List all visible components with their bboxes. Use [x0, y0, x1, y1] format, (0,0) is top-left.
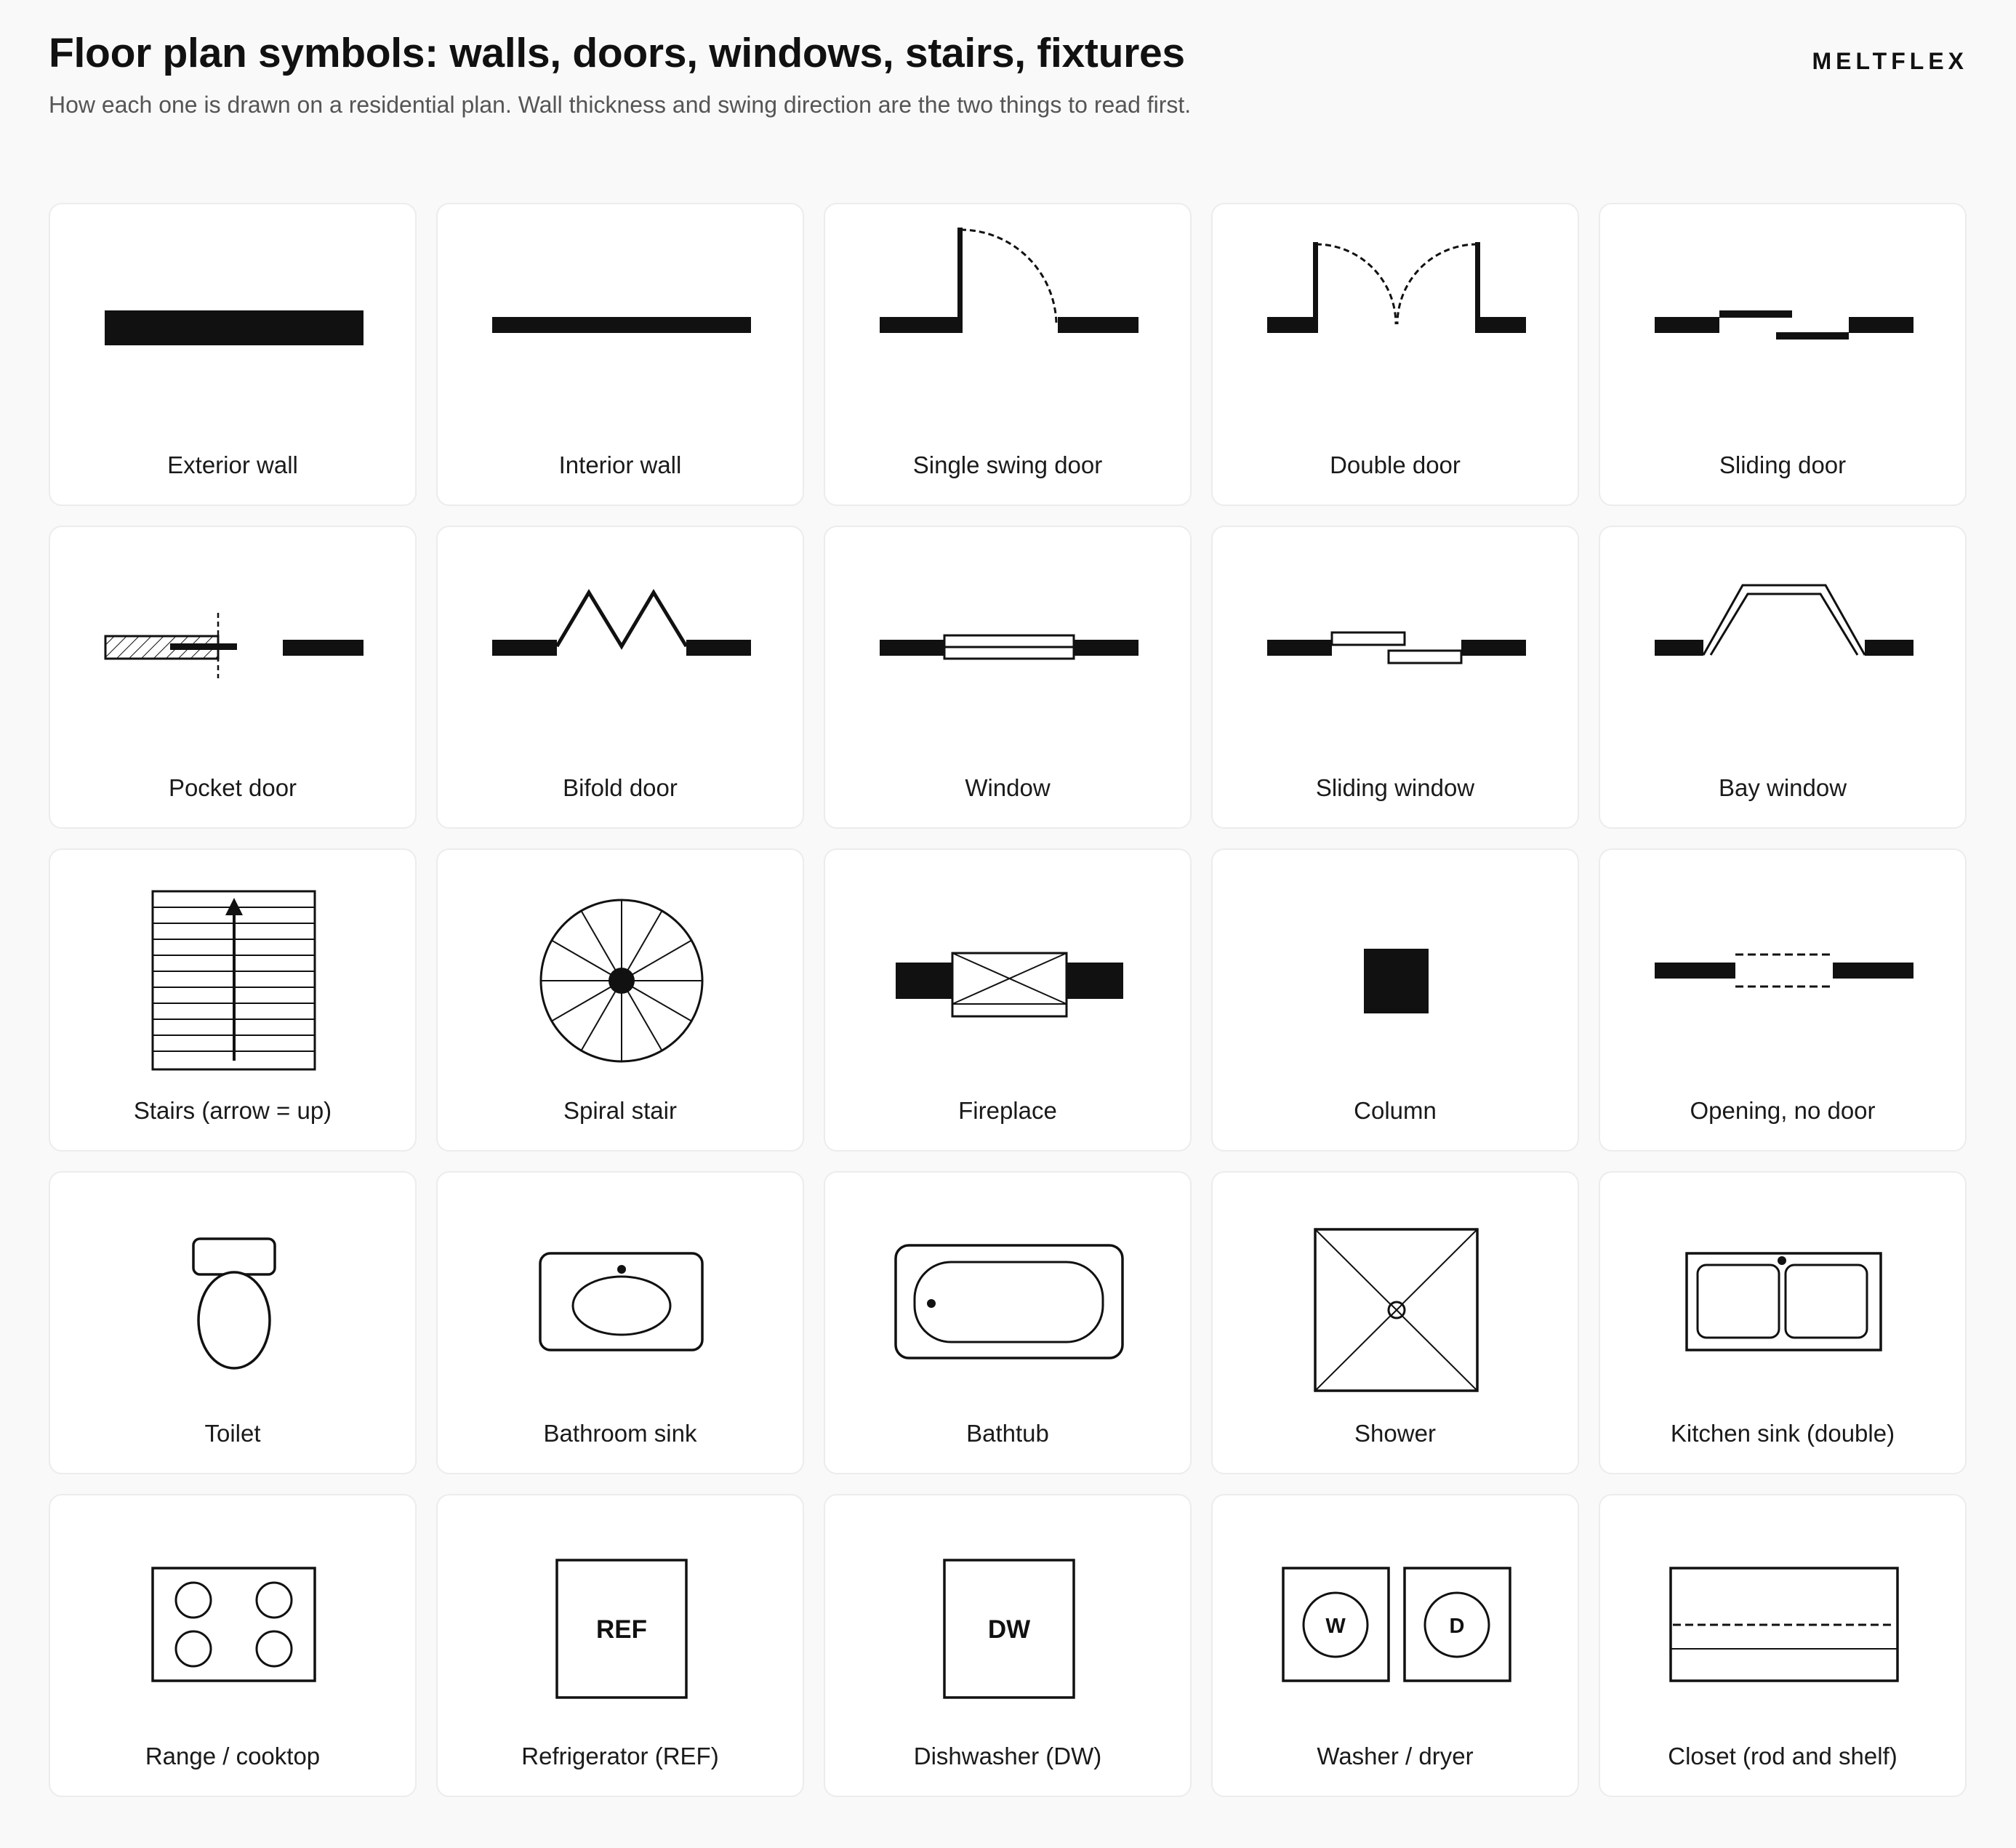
symbol-card-bay-window — [1599, 526, 1967, 829]
closet-icon — [1600, 1495, 1967, 1728]
symbol-label: Pocket door — [168, 774, 297, 801]
symbol-label: Bay window — [1718, 774, 1847, 801]
symbol-label: Spiral stair — [563, 1097, 677, 1124]
fireplace-icon — [825, 850, 1192, 1082]
symbol-label: Range / cooktop — [145, 1743, 321, 1769]
symbol-card-single-swing-door — [824, 203, 1192, 506]
symbol-card-column — [1211, 848, 1579, 1152]
symbol-card-sliding-window — [1211, 526, 1579, 829]
sliding-door-icon — [1600, 204, 1967, 437]
column-icon — [1213, 850, 1579, 1082]
symbol-card-kitchen-sink — [1599, 1171, 1967, 1474]
bay-window-icon — [1600, 527, 1967, 760]
page-header — [49, 29, 1968, 131]
symbol-label: Refrigerator (REF) — [521, 1743, 719, 1769]
shower-icon — [1213, 1173, 1579, 1405]
symbol-label: Opening, no door — [1690, 1097, 1876, 1124]
symbol-label: Closet (rod and shelf) — [1668, 1743, 1897, 1769]
stairs-icon — [50, 850, 417, 1082]
symbol-label: Column — [1354, 1097, 1437, 1124]
sliding-window-icon — [1213, 527, 1579, 760]
range-cooktop-icon — [50, 1495, 417, 1728]
interior-wall-icon — [438, 204, 804, 437]
dishwasher-icon — [825, 1495, 1192, 1728]
opening-icon — [1600, 850, 1967, 1082]
symbol-label: Sliding door — [1719, 451, 1847, 478]
symbol-card-stairs — [49, 848, 417, 1152]
toilet-icon — [50, 1173, 417, 1405]
window-icon — [825, 527, 1192, 760]
symbol-label: Washer / dryer — [1317, 1743, 1474, 1769]
symbol-card-toilet — [49, 1171, 417, 1474]
symbol-label: Bathroom sink — [543, 1420, 697, 1447]
symbol-card-sliding-door — [1599, 203, 1967, 506]
symbol-label: Bathtub — [966, 1420, 1049, 1447]
symbol-label: Dishwasher (DW) — [913, 1743, 1102, 1769]
washer-tag: W — [1325, 1615, 1346, 1638]
bathtub-icon — [825, 1173, 1192, 1405]
symbol-grid — [49, 203, 1967, 1797]
dishwasher-tag: DW — [987, 1615, 1031, 1644]
symbol-card-closet — [1599, 1494, 1967, 1797]
bathroom-sink-icon — [438, 1173, 804, 1405]
symbol-label: Double door — [1330, 451, 1461, 478]
dryer-tag: D — [1449, 1615, 1465, 1638]
symbol-label: Stairs (arrow = up) — [133, 1097, 332, 1124]
brand-logo: MELTFLEX — [1812, 48, 1968, 74]
symbol-label: Kitchen sink (double) — [1670, 1420, 1895, 1447]
symbol-card-exterior-wall — [49, 203, 417, 506]
symbol-card-bathroom-sink — [436, 1171, 804, 1474]
symbol-card-bifold-door — [436, 526, 804, 829]
spiral-stair-icon — [438, 850, 804, 1082]
page-subtitle: How each one is drawn on a residential plan. Wall thickness and swing direction are the two things to read first. — [49, 92, 1192, 118]
bifold-door-icon — [438, 527, 804, 760]
washer-dryer-icon — [1213, 1495, 1579, 1728]
symbol-label: Window — [965, 774, 1051, 801]
symbol-card-double-door — [1211, 203, 1579, 506]
symbol-card-bathtub — [824, 1171, 1192, 1474]
single-swing-door-icon — [825, 204, 1192, 437]
refrigerator-icon — [438, 1495, 804, 1728]
symbol-card-shower — [1211, 1171, 1579, 1474]
symbol-card-pocket-door — [49, 526, 417, 829]
symbol-card-fireplace — [824, 848, 1192, 1152]
symbol-card-dishwasher — [824, 1494, 1192, 1797]
exterior-wall-icon — [50, 204, 417, 437]
symbol-card-window — [824, 526, 1192, 829]
symbol-label: Bifold door — [563, 774, 678, 801]
symbol-label: Sliding window — [1315, 774, 1475, 801]
symbol-label: Interior wall — [558, 451, 682, 478]
symbol-label: Single swing door — [912, 451, 1103, 478]
symbol-label: Shower — [1354, 1420, 1436, 1447]
symbol-label: Exterior wall — [167, 451, 298, 478]
symbol-card-spiral-stair — [436, 848, 804, 1152]
page-title: Floor plan symbols: walls, doors, windows, stairs, fixtures — [49, 30, 1185, 76]
symbol-label: Fireplace — [958, 1097, 1057, 1124]
symbol-label: Toilet — [204, 1420, 261, 1447]
refrigerator-tag: REF — [596, 1615, 647, 1644]
double-door-icon — [1213, 204, 1579, 437]
symbol-card-washer-dryer — [1211, 1494, 1579, 1797]
kitchen-sink-icon — [1600, 1173, 1967, 1405]
symbol-card-interior-wall — [436, 203, 804, 506]
symbol-card-opening — [1599, 848, 1967, 1152]
symbol-card-range-cooktop — [49, 1494, 417, 1797]
symbol-card-refrigerator — [436, 1494, 804, 1797]
pocket-door-icon — [50, 527, 417, 760]
